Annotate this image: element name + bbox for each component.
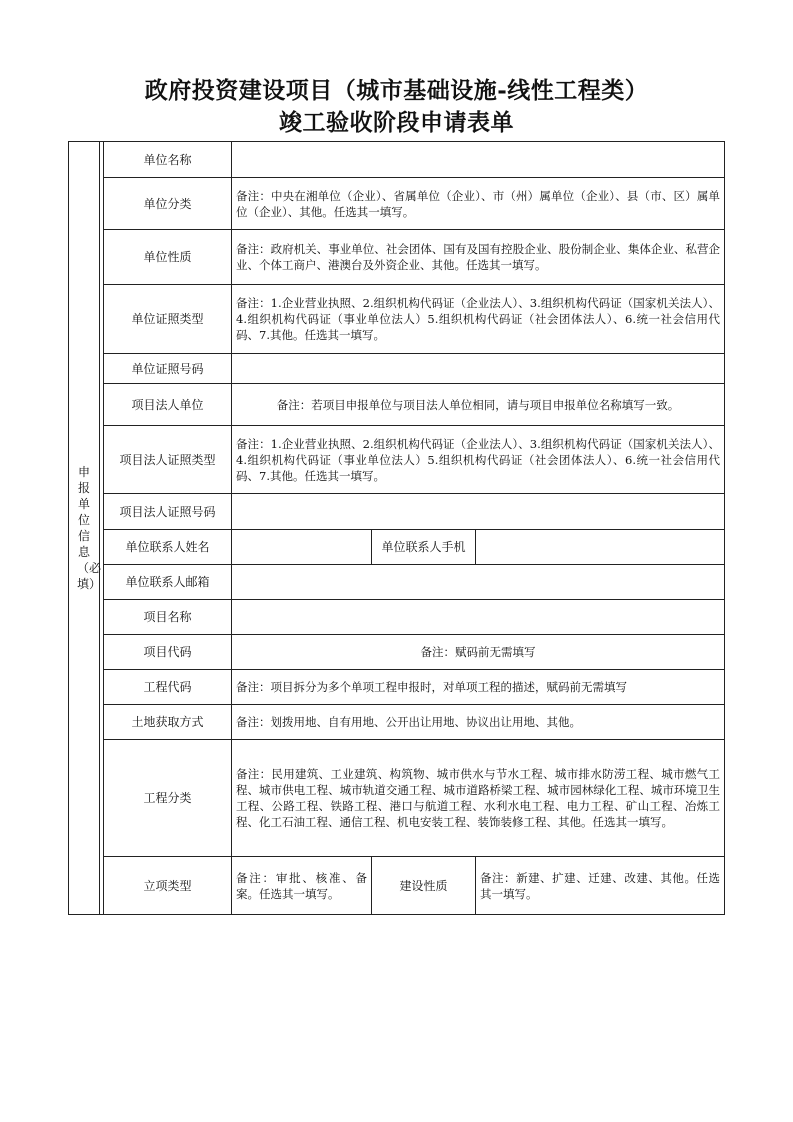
row-project-legal-license-no [69,494,725,530]
row-engineering-code [69,670,725,705]
unit-license-no-field[interactable] [232,354,725,384]
row-unit-license-type [69,285,725,354]
contact-phone-label: 单位联系人手机 [372,530,476,565]
project-name-field[interactable] [232,600,725,635]
engineering-category-field[interactable]: 备注：民用建筑、工业建筑、构筑物、城市供水与节水工程、城市排水防涝工程、城市燃气工程、城市供电工程、城市轨道交通工程、城市道路桥梁工程、城市园林绿化工程、城市环境卫生工程、公路工程、铁路工程、港口与航道工程、水利水电工程、电力工程、矿山工程、冶炼工程、化工石油工程、通信工程、机电安装工程、装饰装修工程、其他。任选其一填写。 [232,740,725,857]
unit-nature-label: 单位性质 [104,230,232,285]
approval-type-label: 立项类型 [104,857,232,915]
contact-name-label: 单位联系人姓名 [104,530,232,565]
row-approval-type [69,857,725,915]
unit-license-type-label: 单位证照类型 [104,285,232,354]
project-name-label: 项目名称 [104,600,232,635]
unit-category-field[interactable]: 备注：中央在湘单位（企业）、省属单位（企业）、市（州）属单位（企业）、县（市、区）属单位（企业）、其他。任选其一填写。 [232,178,725,230]
unit-license-type-field[interactable]: 备注：1.企业营业执照、2.组织机构代码证（企业法人）、3.组织机构代码证（国家机关法人）、4.组织机构代码证（事业单位法人）5.组织机构代码证（社会团体法人）、6.统一社会信用代码、7.其他。任选其一填写。 [232,285,725,354]
row-contact [69,530,725,565]
engineering-code-field[interactable]: 备注：项目拆分为多个单项工程申报时，对单项工程的描述，赋码前无需填写 [232,670,725,705]
row-project-legal-unit [69,384,725,426]
contact-phone-field[interactable] [476,530,725,565]
construction-nature-field[interactable]: 备注：新建、扩建、迁建、改建、其他。任选其一填写。 [476,857,725,915]
unit-license-no-label: 单位证照号码 [104,354,232,384]
project-legal-license-type-label: 项目法人证照类型 [104,426,232,494]
project-legal-unit-field[interactable]: 备注：若项目申报单位与项目法人单位相同，请与项目申报单位名称填写一致。 [232,384,725,426]
project-code-label: 项目代码 [104,635,232,670]
contact-email-label: 单位联系人邮箱 [104,565,232,600]
project-legal-license-no-field[interactable] [232,494,725,530]
row-contact-email [69,565,725,600]
construction-nature-label: 建设性质 [372,857,476,915]
row-unit-name [69,142,725,178]
project-legal-license-type-field[interactable]: 备注：1.企业营业执照、2.组织机构代码证（企业法人）、3.组织机构代码证（国家机关法人）、4.组织机构代码证（事业单位法人）5.组织机构代码证（社会团体法人）、6.统一社会信用代码、7.其他。任选其一填写。 [232,426,725,494]
unit-category-label: 单位分类 [104,178,232,230]
row-project-code [69,635,725,670]
unit-nature-field[interactable]: 备注：政府机关、事业单位、社会团体、国有及国有控股企业、股份制企业、集体企业、私营企业、个体工商户、港澳台及外资企业、其他。任选其一填写。 [232,230,725,285]
row-unit-category [69,178,725,230]
project-legal-license-no-label: 项目法人证照号码 [104,494,232,530]
engineering-code-label: 工程代码 [104,670,232,705]
row-engineering-category [69,740,725,857]
land-acquisition-label: 土地获取方式 [104,705,232,740]
side-label: 申报单位信息（必填） [77,465,102,591]
form-title: 政府投资建设项目（城市基础设施-线性工程类） [144,77,649,104]
row-project-name [69,600,725,635]
side-label-cell [69,142,100,915]
application-form [68,141,725,915]
approval-type-field[interactable]: 备注：审批、核准、备案。任选其一填写。 [232,857,372,915]
project-legal-unit-label: 项目法人单位 [104,384,232,426]
engineering-category-label: 工程分类 [104,740,232,857]
row-land-acquisition [69,705,725,740]
project-code-field[interactable]: 备注：赋码前无需填写 [232,635,725,670]
form-subtitle: 竣工验收阶段申请表单 [279,109,514,136]
contact-name-field[interactable] [232,530,372,565]
row-project-legal-license-type [69,426,725,494]
row-unit-license-no [69,354,725,384]
row-unit-nature [69,230,725,285]
contact-email-field[interactable] [232,565,725,600]
unit-name-label: 单位名称 [104,142,232,178]
land-acquisition-field[interactable]: 备注：划拨用地、自有用地、公开出让用地、协议出让用地、其他。 [232,705,725,740]
unit-name-field[interactable] [232,142,725,178]
